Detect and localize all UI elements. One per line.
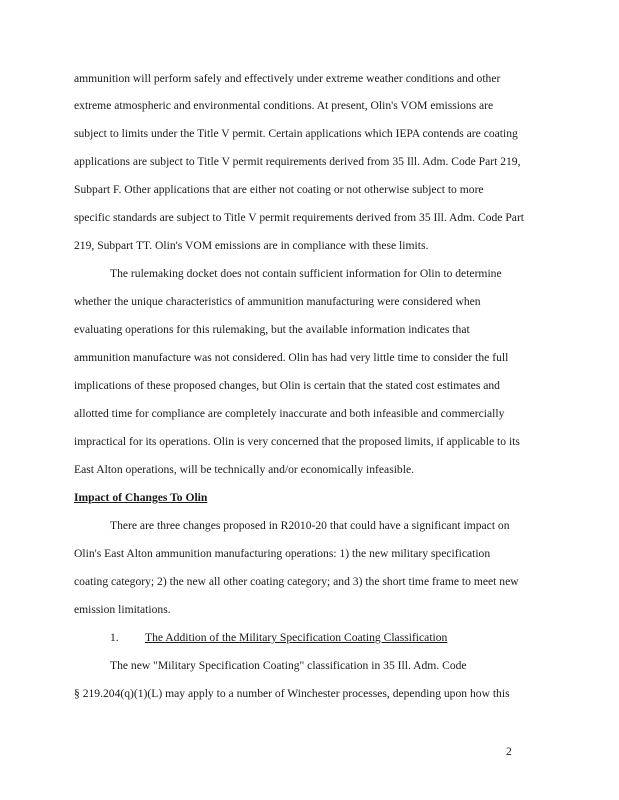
page-number: 2 — [506, 745, 512, 758]
body-line: emission limitations. — [74, 603, 171, 616]
body-line: extreme atmospheric and environmental conditions. At present, Olin's VOM emissions are — [74, 99, 494, 112]
body-line: Olin's East Alton ammunition manufacturing operations: 1) the new military specification — [74, 547, 491, 560]
body-line: East Alton operations, will be technically and/or economically infeasible. — [74, 463, 414, 476]
body-line: impractical for its operations. Olin is very concerned that the proposed limits, if applicable to its — [74, 435, 520, 448]
body-line: specific standards are subject to Title V permit requirements derived from 35 Ill. Adm. Code Part — [74, 211, 525, 224]
body-line: allotted time for compliance are completely inaccurate and both infeasible and commercially — [74, 407, 505, 420]
body-line: evaluating operations for this rulemaking, but the available information indicates that — [74, 323, 470, 336]
body-line: implications of these proposed changes, but Olin is certain that the stated cost estimates and — [74, 379, 500, 392]
body-line: The rulemaking docket does not contain sufficient information for Olin to determine — [110, 267, 502, 280]
body-line: ammunition will perform safely and effectively under extreme weather conditions and other — [74, 72, 501, 85]
body-line: whether the unique characteristics of ammunition manufacturing were considered when — [74, 295, 481, 308]
body-line: ammunition manufacture was not considered. Olin has had very little time to consider the full — [74, 351, 509, 364]
section-heading: Impact of Changes To Olin — [74, 491, 208, 504]
body-line: coating category; 2) the new all other coating category; and 3) the short time frame to meet new — [74, 575, 519, 588]
body-line: Subpart F. Other applications that are either not coating or not otherwise subject to more — [74, 183, 484, 196]
body-line: The new "Military Specification Coating" classification in 35 Ill. Adm. Code — [110, 659, 467, 672]
body-line: There are three changes proposed in R2010-20 that could have a significant impact on — [110, 519, 510, 532]
body-line: applications are subject to Title V permit requirements derived from 35 Ill. Adm. Code Part 219, — [74, 155, 521, 168]
body-line: § 219.204(q)(1)(L) may apply to a number of Winchester processes, depending upon how this — [74, 687, 510, 700]
body-line: subject to limits under the Title V permit. Certain applications which IEPA contends are coating — [74, 127, 518, 140]
subsection-heading: The Addition of the Military Specification Coating Classification — [145, 631, 448, 644]
body-line: 219, Subpart TT. Olin's VOM emissions are in compliance with these limits. — [74, 239, 429, 252]
subsection-number: 1. — [110, 631, 119, 644]
